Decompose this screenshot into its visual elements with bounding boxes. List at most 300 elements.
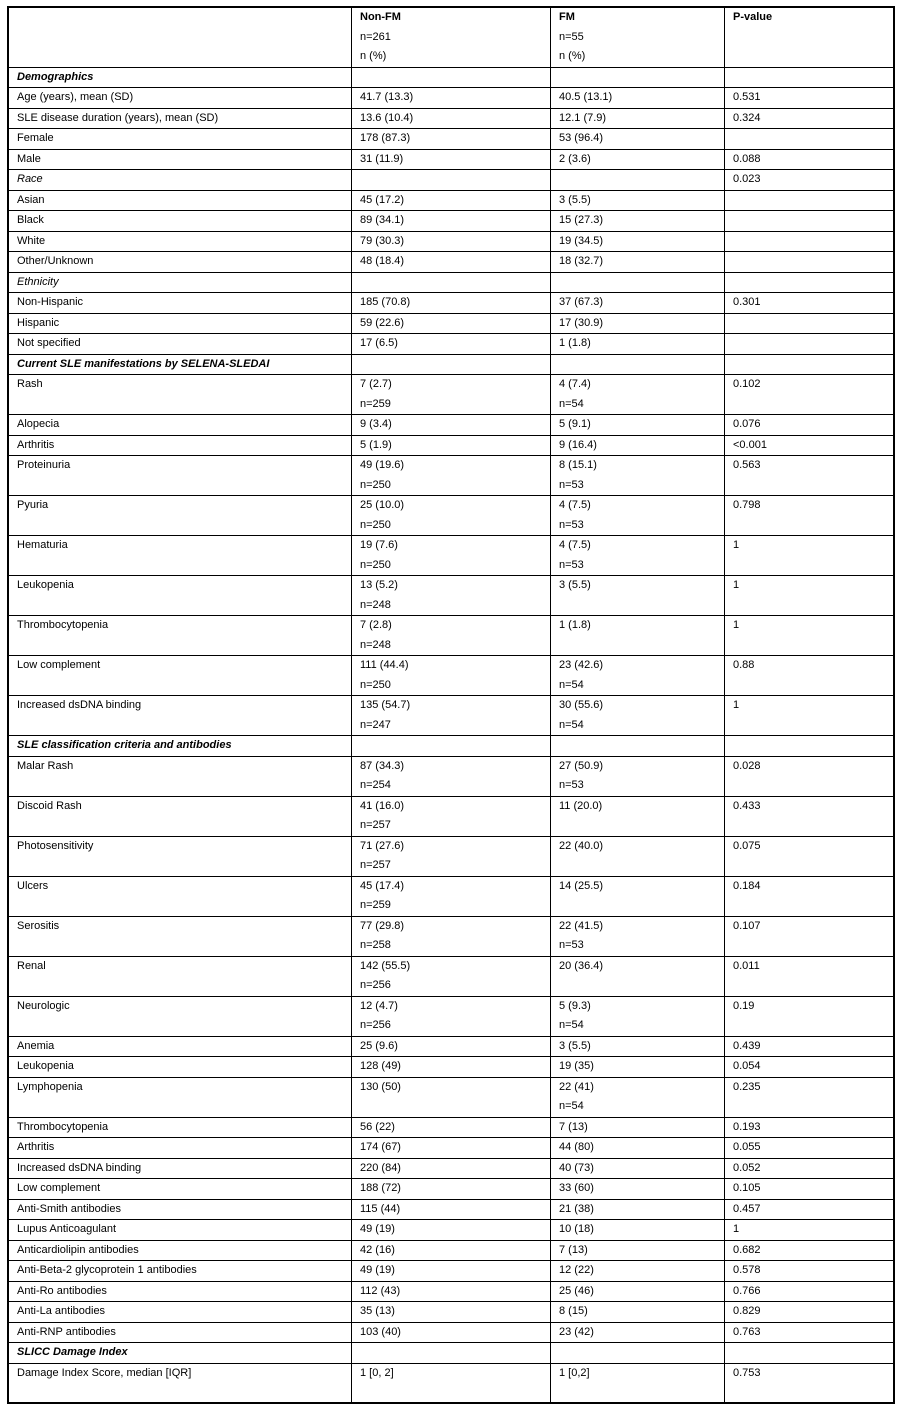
table-row <box>8 1077 894 1117</box>
fm-value-cell <box>551 696 725 736</box>
p-value: 0.19 <box>725 996 895 1036</box>
row-label: Alopecia <box>8 415 352 436</box>
table-row <box>8 956 894 996</box>
p-value <box>725 190 895 211</box>
fm-value-cell <box>551 616 725 656</box>
table-row <box>8 313 894 334</box>
header-fm-title: FM <box>559 11 575 23</box>
table-row <box>8 536 894 576</box>
nonfm-value: 130 (50) <box>360 1080 401 1093</box>
row-label: Non-Hispanic <box>8 293 352 314</box>
nonfm-value: 111 (44.4) <box>360 659 409 671</box>
fm-value: 53 (96.4) <box>559 132 604 144</box>
row-label: Proteinuria <box>8 456 352 496</box>
p-value: 0.054 <box>725 1057 895 1078</box>
table-row <box>8 1322 894 1343</box>
p-value: 0.105 <box>725 1179 895 1200</box>
nonfm-value: 220 (84) <box>360 1161 401 1174</box>
nonfm-value-cell <box>352 956 551 996</box>
table-row <box>8 576 894 616</box>
nonfm-value-cell <box>352 272 551 293</box>
row-label: Age (years), mean (SD) <box>8 88 352 109</box>
p-value: 0.531 <box>725 88 895 109</box>
nonfm-value-cell <box>352 129 551 150</box>
fm-value: 8 (15.1) <box>559 459 597 471</box>
table-row <box>8 916 894 956</box>
nonfm-sample-size: n=250 <box>360 478 391 491</box>
p-value: 0.052 <box>725 1158 895 1179</box>
p-value: 0.88 <box>725 656 895 696</box>
fm-value-cell <box>551 916 725 956</box>
row-label: Thrombocytopenia <box>8 616 352 656</box>
nonfm-value: 17 (6.5) <box>360 337 398 349</box>
nonfm-value-cell <box>352 190 551 211</box>
nonfm-value: 7 (2.8) <box>360 619 392 631</box>
nonfm-value-cell <box>352 1261 551 1282</box>
nonfm-value-cell <box>352 1302 551 1323</box>
fm-value-cell <box>551 1363 725 1403</box>
fm-value: 9 (16.4) <box>559 438 597 451</box>
nonfm-value: 178 (87.3) <box>360 132 411 144</box>
fm-sample-size: n=53 <box>559 478 584 491</box>
fm-sample-size: n=54 <box>559 1019 584 1031</box>
fm-value-cell <box>551 576 725 616</box>
p-value <box>725 334 895 355</box>
fm-value-cell <box>551 67 725 88</box>
row-label: Anticardiolipin antibodies <box>8 1240 352 1261</box>
nonfm-sample-size: n=257 <box>360 819 391 831</box>
nonfm-value: 49 (19.6) <box>360 459 405 471</box>
header-nonfm-title: Non-FM <box>360 11 401 23</box>
fm-value-cell <box>551 435 725 456</box>
table-row <box>8 190 894 211</box>
nonfm-value-cell <box>352 435 551 456</box>
nonfm-value-cell <box>352 876 551 916</box>
nonfm-value-cell <box>352 996 551 1036</box>
fm-value-cell <box>551 1138 725 1159</box>
nonfm-sample-size: n=254 <box>360 779 391 791</box>
table-row <box>8 1117 894 1138</box>
nonfm-value: 19 (7.6) <box>360 539 398 551</box>
header-nonfm-n: n=261 <box>360 30 391 43</box>
p-value: 0.055 <box>725 1138 895 1159</box>
nonfm-value: 41 (16.0) <box>360 799 405 812</box>
nonfm-sample-size: n=256 <box>360 979 391 991</box>
nonfm-value: 5 (1.9) <box>360 438 392 451</box>
fm-value: 30 (55.6) <box>559 699 604 711</box>
p-value: 0.107 <box>725 916 895 956</box>
fm-value-cell <box>551 536 725 576</box>
fm-sample-size: n=54 <box>559 678 584 691</box>
fm-value-cell <box>551 211 725 232</box>
nonfm-value-cell <box>352 1363 551 1403</box>
row-label: Anti-La antibodies <box>8 1302 352 1323</box>
nonfm-value: 9 (3.4) <box>360 418 392 430</box>
comparison-table <box>7 6 895 1404</box>
table-row <box>8 796 894 836</box>
table-row <box>8 1138 894 1159</box>
nonfm-value: 45 (17.4) <box>360 879 405 892</box>
nonfm-value: 49 (19) <box>360 1264 395 1276</box>
p-value: 0.457 <box>725 1199 895 1220</box>
fm-value-cell <box>551 736 725 757</box>
nonfm-value-cell <box>352 375 551 415</box>
table-row <box>8 1036 894 1057</box>
fm-value-cell <box>551 375 725 415</box>
row-label: Hispanic <box>8 313 352 334</box>
nonfm-value-cell <box>352 231 551 252</box>
table-row <box>8 211 894 232</box>
row-label: Race <box>8 170 352 191</box>
fm-value: 18 (32.7) <box>559 255 604 267</box>
row-label: SLE disease duration (years), mean (SD) <box>8 108 352 129</box>
row-label: Arthritis <box>8 1138 352 1159</box>
row-label: Female <box>8 129 352 150</box>
row-label: Anti-RNP antibodies <box>8 1322 352 1343</box>
p-value <box>725 67 895 88</box>
row-label: Photosensitivity <box>8 836 352 876</box>
p-value: 0.439 <box>725 1036 895 1057</box>
fm-value: 19 (34.5) <box>559 234 604 247</box>
p-value: <0.001 <box>725 435 895 456</box>
nonfm-sample-size: n=259 <box>360 397 391 410</box>
row-label: Ethnicity <box>8 272 352 293</box>
fm-value: 4 (7.5) <box>559 539 591 551</box>
nonfm-value: 59 (22.6) <box>360 316 405 329</box>
fm-value: 3 (5.5) <box>559 1039 591 1052</box>
row-label: Pyuria <box>8 496 352 536</box>
fm-value-cell <box>551 996 725 1036</box>
fm-value: 7 (13) <box>559 1243 588 1256</box>
section-header-row <box>8 67 894 88</box>
nonfm-value: 56 (22) <box>360 1120 395 1133</box>
fm-value-cell <box>551 1199 725 1220</box>
fm-value-cell <box>551 1077 725 1117</box>
nonfm-sample-size: n=257 <box>360 859 391 871</box>
nonfm-value: 49 (19) <box>360 1223 395 1235</box>
p-value: 1 <box>725 536 895 576</box>
p-value <box>725 736 895 757</box>
nonfm-value: 115 (44) <box>360 1202 401 1215</box>
p-value <box>725 354 895 375</box>
table-row <box>8 996 894 1036</box>
nonfm-value: 7 (2.7) <box>360 378 392 390</box>
table-row <box>8 435 894 456</box>
fm-value: 14 (25.5) <box>559 879 604 892</box>
nonfm-value: 142 (55.5) <box>360 959 411 972</box>
nonfm-value-cell <box>352 1240 551 1261</box>
nonfm-value: 135 (54.7) <box>360 699 411 711</box>
fm-value-cell <box>551 415 725 436</box>
fm-value: 3 (5.5) <box>559 579 591 591</box>
header-nonfm <box>352 7 551 67</box>
p-value: 0.829 <box>725 1302 895 1323</box>
fm-value: 27 (50.9) <box>559 759 604 772</box>
p-value: 0.753 <box>725 1363 895 1403</box>
nonfm-value: 87 (34.3) <box>360 759 405 772</box>
row-label: Black <box>8 211 352 232</box>
table-row <box>8 656 894 696</box>
fm-value-cell <box>551 1036 725 1057</box>
fm-value-cell <box>551 170 725 191</box>
p-value <box>725 313 895 334</box>
row-label: Asian <box>8 190 352 211</box>
table-row <box>8 1220 894 1241</box>
p-value: 0.235 <box>725 1077 895 1117</box>
fm-value: 7 (13) <box>559 1120 588 1133</box>
fm-value-cell <box>551 796 725 836</box>
fm-value: 11 (20.0) <box>559 799 603 812</box>
fm-value-cell <box>551 756 725 796</box>
row-label: Damage Index Score, median [IQR] <box>8 1363 352 1403</box>
fm-value: 1 [0,2] <box>559 1366 590 1379</box>
table-row <box>8 496 894 536</box>
fm-value-cell <box>551 252 725 273</box>
nonfm-value-cell <box>352 496 551 536</box>
nonfm-value-cell <box>352 170 551 191</box>
row-label: Neurologic <box>8 996 352 1036</box>
nonfm-value: 77 (29.8) <box>360 919 405 932</box>
nonfm-value: 1 [0, 2] <box>360 1366 394 1379</box>
nonfm-sample-size: n=250 <box>360 678 391 691</box>
nonfm-value: 79 (30.3) <box>360 234 405 247</box>
p-value: 0.184 <box>725 876 895 916</box>
row-label: Low complement <box>8 1179 352 1200</box>
fm-value-cell <box>551 272 725 293</box>
fm-sample-size: n=54 <box>559 1100 584 1112</box>
fm-value: 4 (7.4) <box>559 378 591 390</box>
nonfm-value: 13 (5.2) <box>360 579 398 591</box>
fm-value: 23 (42.6) <box>559 659 604 671</box>
row-label: Leukopenia <box>8 1057 352 1078</box>
fm-value-cell <box>551 108 725 129</box>
nonfm-value: 103 (40) <box>360 1325 401 1338</box>
nonfm-value-cell <box>352 1281 551 1302</box>
nonfm-value-cell <box>352 736 551 757</box>
nonfm-value: 89 (34.1) <box>360 214 405 226</box>
nonfm-value: 71 (27.6) <box>360 839 405 852</box>
fm-value-cell <box>551 231 725 252</box>
nonfm-value: 35 (13) <box>360 1305 395 1317</box>
table-row <box>8 1302 894 1323</box>
table-row <box>8 272 894 293</box>
fm-value-cell <box>551 1158 725 1179</box>
fm-value: 44 (80) <box>559 1141 594 1153</box>
fm-value-cell <box>551 876 725 916</box>
row-label: Male <box>8 149 352 170</box>
row-label: Serositis <box>8 916 352 956</box>
nonfm-sample-size: n=258 <box>360 939 391 951</box>
fm-value: 10 (18) <box>559 1223 594 1235</box>
fm-value-cell <box>551 1261 725 1282</box>
nonfm-value: 12 (4.7) <box>360 999 398 1012</box>
nonfm-value-cell <box>352 88 551 109</box>
nonfm-value <box>360 273 542 293</box>
fm-value-cell <box>551 313 725 334</box>
fm-value: 5 (9.1) <box>559 418 591 430</box>
nonfm-value: 25 (9.6) <box>360 1039 398 1052</box>
p-value: 0.798 <box>725 496 895 536</box>
nonfm-sample-size: n=248 <box>360 598 391 611</box>
fm-value: 12 (22) <box>559 1264 594 1276</box>
fm-value-cell <box>551 1117 725 1138</box>
table-row <box>8 108 894 129</box>
p-value <box>725 231 895 252</box>
table-row <box>8 252 894 273</box>
nonfm-value-cell <box>352 456 551 496</box>
fm-value <box>559 273 716 293</box>
p-value: 1 <box>725 696 895 736</box>
nonfm-value-cell <box>352 1199 551 1220</box>
row-label: Anemia <box>8 1036 352 1057</box>
header-empty-cell <box>8 7 352 67</box>
p-value: 1 <box>725 1220 895 1241</box>
nonfm-value-cell <box>352 252 551 273</box>
table-row <box>8 1363 894 1403</box>
table-row <box>8 756 894 796</box>
fm-value: 17 (30.9) <box>559 316 604 329</box>
nonfm-value: 128 (49) <box>360 1060 401 1072</box>
p-value: 0.563 <box>725 456 895 496</box>
fm-value-cell <box>551 190 725 211</box>
table-row <box>8 1281 894 1302</box>
section-title: Demographics <box>8 67 352 88</box>
p-value: 0.193 <box>725 1117 895 1138</box>
fm-value-cell <box>551 88 725 109</box>
table-row <box>8 293 894 314</box>
row-label: Lymphopenia <box>8 1077 352 1117</box>
table-row <box>8 334 894 355</box>
nonfm-value-cell <box>352 334 551 355</box>
p-value: 0.023 <box>725 170 895 191</box>
nonfm-value-cell <box>352 1138 551 1159</box>
table-row <box>8 836 894 876</box>
section-header-row <box>8 736 894 757</box>
nonfm-value-cell <box>352 836 551 876</box>
section-title: SLICC Damage Index <box>8 1343 352 1364</box>
nonfm-value: 48 (18.4) <box>360 255 405 267</box>
nonfm-sample-size: n=259 <box>360 899 391 911</box>
p-value <box>725 1343 895 1364</box>
fm-value-cell <box>551 1240 725 1261</box>
row-label: Leukopenia <box>8 576 352 616</box>
fm-value: 2 (3.6) <box>559 152 591 165</box>
table-row <box>8 456 894 496</box>
fm-value: 37 (67.3) <box>559 296 604 308</box>
fm-sample-size: n=53 <box>559 939 584 951</box>
nonfm-value-cell <box>352 696 551 736</box>
row-label: Anti-Beta-2 glycoprotein 1 antibodies <box>8 1261 352 1282</box>
fm-value: 1 (1.8) <box>559 619 591 631</box>
nonfm-sample-size: n=248 <box>360 638 391 651</box>
table-row <box>8 88 894 109</box>
row-label: Arthritis <box>8 435 352 456</box>
table-row <box>8 1179 894 1200</box>
nonfm-value: 112 (43) <box>360 1284 401 1297</box>
table-row <box>8 1261 894 1282</box>
table-row <box>8 616 894 656</box>
nonfm-value <box>360 170 542 190</box>
p-value <box>725 252 895 273</box>
nonfm-value-cell <box>352 576 551 616</box>
fm-sample-size: n=53 <box>559 558 584 571</box>
section-title: SLE classification criteria and antibodies <box>8 736 352 757</box>
fm-sample-size: n=53 <box>559 779 584 791</box>
fm-value: 23 (42) <box>559 1325 594 1338</box>
fm-value-cell <box>551 1302 725 1323</box>
p-value: 0.075 <box>725 836 895 876</box>
fm-value-cell <box>551 836 725 876</box>
section-header-row <box>8 354 894 375</box>
fm-value <box>559 170 716 190</box>
table-row <box>8 876 894 916</box>
nonfm-value-cell <box>352 1057 551 1078</box>
fm-value: 12.1 (7.9) <box>559 111 607 124</box>
nonfm-value-cell <box>352 293 551 314</box>
table-row <box>8 1199 894 1220</box>
nonfm-value-cell <box>352 536 551 576</box>
nonfm-value-cell <box>352 415 551 436</box>
table-row <box>8 1057 894 1078</box>
p-value: 0.076 <box>725 415 895 436</box>
row-label: Malar Rash <box>8 756 352 796</box>
fm-sample-size: n=53 <box>559 518 584 531</box>
fm-value-cell <box>551 1322 725 1343</box>
p-value: 1 <box>725 616 895 656</box>
row-label: Thrombocytopenia <box>8 1117 352 1138</box>
fm-value: 22 (41.5) <box>559 919 604 932</box>
nonfm-sample-size: n=256 <box>360 1019 391 1031</box>
p-value: 0.028 <box>725 756 895 796</box>
nonfm-value-cell <box>352 149 551 170</box>
table-row <box>8 415 894 436</box>
p-value: 0.763 <box>725 1322 895 1343</box>
nonfm-value-cell <box>352 1158 551 1179</box>
fm-value: 1 (1.8) <box>559 337 591 349</box>
header-nonfm-unit: n (%) <box>360 50 387 62</box>
fm-value-cell <box>551 129 725 150</box>
fm-value: 4 (7.5) <box>559 499 591 511</box>
p-value: 0.011 <box>725 956 895 996</box>
fm-value: 40.5 (13.1) <box>559 91 613 103</box>
p-value: 0.102 <box>725 375 895 415</box>
nonfm-value-cell <box>352 1322 551 1343</box>
fm-value-cell <box>551 1343 725 1364</box>
nonfm-value-cell <box>352 756 551 796</box>
fm-value-cell <box>551 656 725 696</box>
nonfm-value-cell <box>352 211 551 232</box>
row-label: Lupus Anticoagulant <box>8 1220 352 1241</box>
fm-value-cell <box>551 354 725 375</box>
fm-sample-size: n=54 <box>559 397 584 410</box>
fm-value: 22 (40.0) <box>559 839 604 852</box>
table-row <box>8 231 894 252</box>
row-label: Hematuria <box>8 536 352 576</box>
nonfm-value: 188 (72) <box>360 1182 401 1194</box>
table-row <box>8 129 894 150</box>
nonfm-value: 174 (67) <box>360 1141 401 1153</box>
p-value: 1 <box>725 576 895 616</box>
nonfm-value-cell <box>352 108 551 129</box>
fm-value-cell <box>551 1220 725 1241</box>
fm-value: 5 (9.3) <box>559 999 591 1012</box>
nonfm-value: 25 (10.0) <box>360 499 405 511</box>
row-label: Discoid Rash <box>8 796 352 836</box>
row-label: Other/Unknown <box>8 252 352 273</box>
nonfm-value: 185 (70.8) <box>360 296 411 308</box>
fm-value: 15 (27.3) <box>559 214 604 226</box>
table-row <box>8 149 894 170</box>
